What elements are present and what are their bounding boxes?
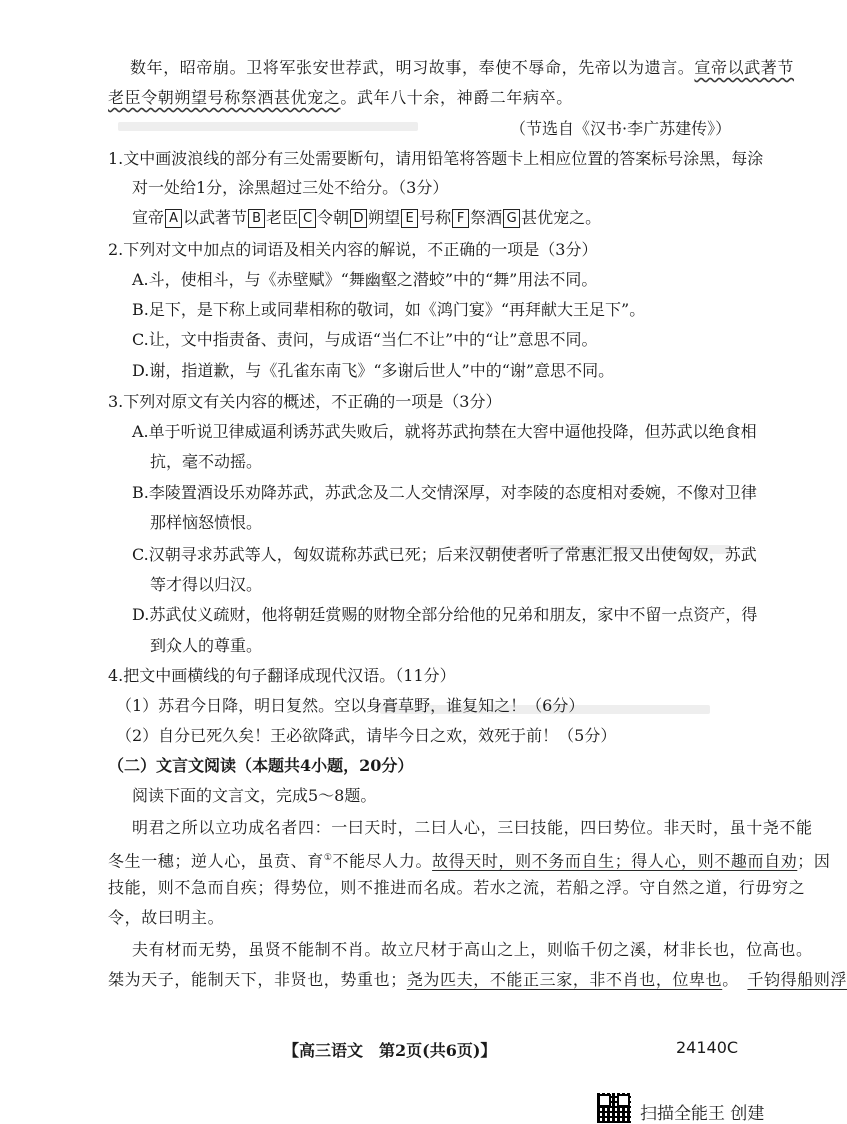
q1-stem-line-1: 1.文中画波浪线的部分有三处需要断句，请用铅笔将答题卡上相应位置的答案标号涂黑，每涂 [108,149,764,168]
q3-stem: 3.下列对原文有关内容的概述，不正确的一项是（3分） [108,392,502,411]
answer-box-c[interactable]: C [299,209,316,228]
passage-line-2: 老臣令朝朔望号称祭酒甚优宠之。武年八十余，神爵二年病卒。 [108,88,573,107]
q3-option-b-line-2: 那样恼怒愤恨。 [150,513,263,532]
passage2-line-1: 明君之所以立功成名者四：一曰天时，二曰人心，三曰技能，四曰势位。非天时，虽十尧不能 [132,818,813,837]
q4-sentence-2: （2）自分已死久矣！王必欲降武，请毕今日之欢，效死于前！（5分） [116,726,617,745]
q3-option-d-line-2: 到众人的尊重。 [150,636,263,655]
scanner-watermark: 扫描全能王 创建 [640,1104,765,1124]
q2-option-b: B.足下，是下称上或同辈相称的敬词，如《鸿门宴》“再拜献大王足下”。 [132,300,646,319]
passage2-line-6: 桀为天子，能制天下，非贤也，势重也；尧为匹夫，不能正三家，非不肖也，位卑也。 千钧得船则浮 [108,970,847,989]
passage-source: （节选自《汉书·李广苏建传》） [510,119,732,138]
q3-option-a-line-1: A.单于听说卫律威逼利诱苏武失败后，就将苏武拘禁在大窖中逼他投降，但苏武以绝食相 [132,422,757,441]
q4-stem: 4.把文中画横线的句子翻译成现代汉语。（11分） [108,666,456,685]
q2-option-a: A.斗，使相斗，与《赤壁赋》“舞幽壑之潜蛟”中的“舞”用法不同。 [132,270,598,289]
q3-option-d-line-1: D.苏武仗义疏财，他将朝廷赏赐的财物全部分给他的兄弟和朋友，家中不留一点资产，得 [132,605,758,624]
q4-sentence-1: （1）苏君今日降，明日复然。空以身膏草野，谁复知之！（6分） [116,696,585,715]
q2-stem: 2.下列对文中加点的词语及相关内容的解说，不正确的一项是（3分） [108,240,598,259]
q3-option-b-line-1: B.李陵置酒设乐劝降苏武，苏武念及二人交情深厚，对李陵的态度相对委婉，不像对卫律 [132,483,757,502]
passage2-line-5: 夫有材而无势，虽贤不能制不肖。故立尺材于高山之上，则临千仞之溪，材非长也，位高也。 [132,940,813,959]
answer-box-b[interactable]: B [248,209,265,228]
qr-code-icon [597,1093,631,1123]
q1-segment-row: 宣帝 A 以武著节 B 老臣 C 令朝 D 朔望 E 号称 F 祭酒 G 甚优宠之。 [132,208,602,227]
section-2-title: （二）文言文阅读（本题共4小题，20分） [108,756,414,775]
page-footer-title: 【高三语文 第2页(共6页)】 [283,1041,497,1060]
answer-box-a[interactable]: A [165,209,182,228]
passage-line-1: 数年，昭帝崩。卫将军张安世荐武，明习故事，奉使不辱命，先帝以为遗言。宣帝以武著节 [130,58,795,77]
q3-option-c-line-1: C.汉朝寻求苏武等人，匈奴谎称苏武已死；后来汉朝使者听了常惠汇报又出使匈奴，苏武 [132,545,757,564]
q3-option-a-line-2: 抗，毫不动摇。 [150,452,263,471]
answer-box-d[interactable]: D [350,209,367,228]
q3-option-c-line-2: 等才得以归汉。 [150,575,263,594]
bleed-through-mark [118,122,418,131]
q2-option-c: C.让，文中指责备、责问，与成语“当仁不让”中的“让”意思不同。 [132,330,598,349]
exam-code: 24140C [676,1038,739,1057]
q1-stem-line-2: 对一处给1分，涂黑超过三处不给分。（3分） [132,178,449,197]
answer-box-g[interactable]: G [503,209,520,228]
passage2-line-3: 技能，则不急而自疾；得势位，则不推进而名成。若水之流，若船之浮。守自然之道，行毋穷之 [108,878,806,897]
answer-box-f[interactable]: F [452,209,469,228]
passage2-line-2: 冬生一穗；逆人心，虽贲、育①不能尽人力。故得天时，则不务而自生；得人心，则不趣而自劝；因 [108,851,831,871]
passage2-line-4: 令，故曰明主。 [108,908,225,927]
q2-option-d: D.谢，指道歉，与《孔雀东南飞》“多谢后世人”中的“谢”意思不同。 [132,361,615,380]
answer-box-e[interactable]: E [401,209,418,228]
section-2-instruction: 阅读下面的文言文，完成5～8题。 [132,786,377,805]
